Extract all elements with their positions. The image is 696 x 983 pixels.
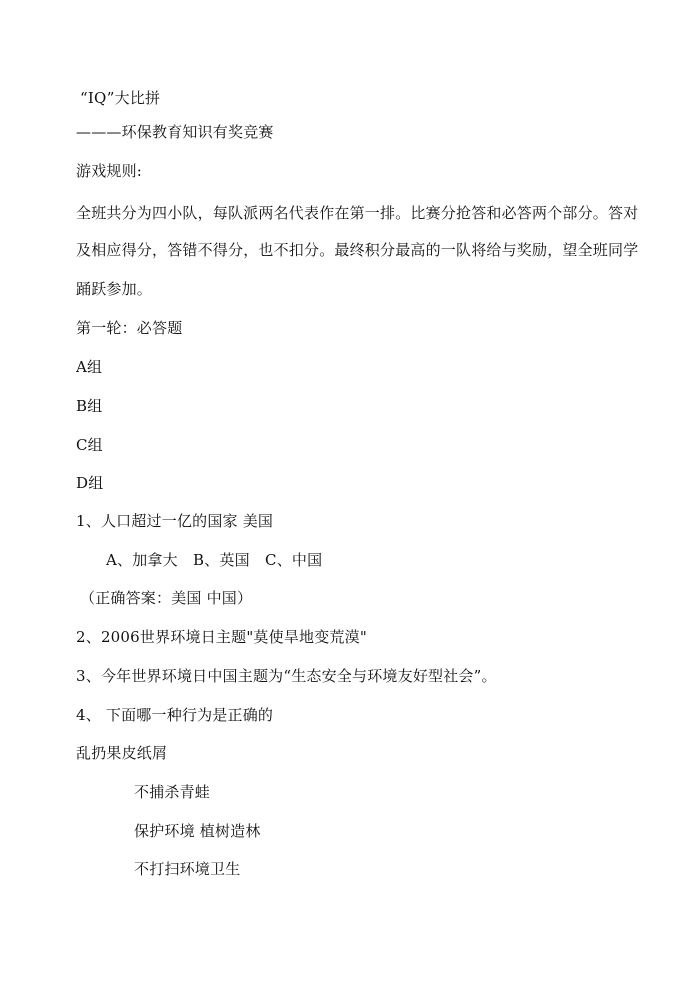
document-title: “IQ”大比拼 — [80, 89, 161, 107]
round-heading: 第一轮：必答题 — [76, 319, 183, 337]
rules-text-line: 及相应得分，答错不得分，也不扣分。最终积分最高的一队将给与奖励，望全班同学 — [76, 241, 639, 259]
document-subtitle: ———环保教育知识有奖竞赛 — [76, 123, 274, 141]
rules-text-line: 全班共分为四小队，每队派两名代表作在第一排。比赛分抢答和必答两个部分。答对 — [76, 204, 639, 222]
question-3: 3、今年世界环境日中国主题为“生态安全与环境友好型社会”。 — [76, 667, 497, 685]
question-1-options: A、加拿大 B、英国 C、中国 — [106, 551, 323, 569]
group-d: D组 — [76, 474, 104, 492]
question-1-answer: （正确答案：美国 中国） — [80, 589, 253, 607]
question-4-option: 不捕杀青蛙 — [134, 783, 211, 801]
question-2: 2、2006世界环境日主题"莫使旱地变荒漠" — [76, 628, 367, 646]
group-b: B组 — [76, 397, 103, 415]
question-1: 1、人口超过一亿的国家 美国 — [76, 512, 274, 530]
question-4-option: 保护环境 植树造林 — [134, 822, 261, 840]
rules-text-line: 踊跃参加。 — [76, 280, 153, 298]
question-4-option: 乱扔果皮纸屑 — [76, 744, 168, 762]
rules-heading: 游戏规则: — [76, 162, 143, 180]
group-c: C组 — [76, 436, 103, 454]
question-4: 4、 下面哪一种行为是正确的 — [76, 706, 274, 724]
group-a: A组 — [76, 358, 103, 376]
question-4-option: 不打扫环境卫生 — [134, 860, 241, 878]
